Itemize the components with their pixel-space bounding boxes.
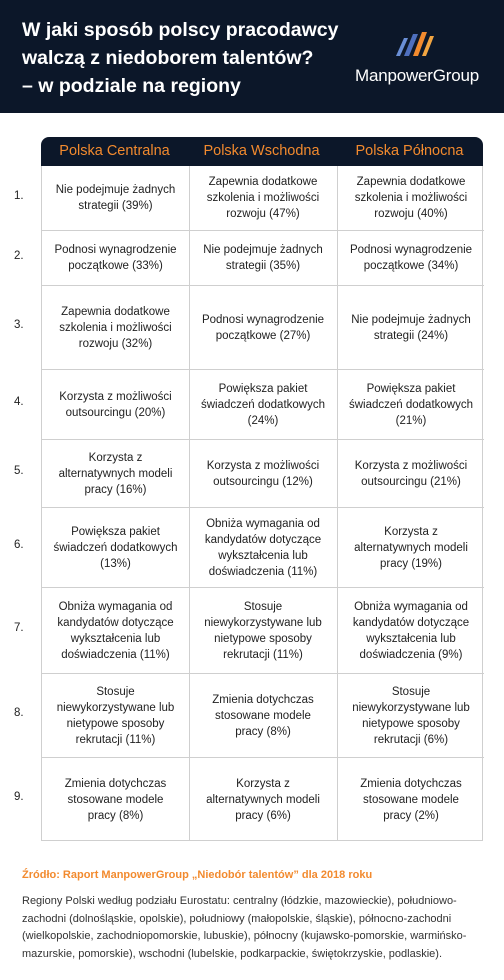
table-row (42, 439, 484, 507)
column-header-central: Polska Centralna (59, 143, 170, 159)
column-header-east: Polska Wschodna (203, 143, 320, 159)
table-cell: Nie podejmuje żadnych strategii (39%) (55, 184, 176, 212)
table-cell: Zapewnia dodatkowe szkolenia i możliwości rozwoju (32%) (59, 305, 172, 350)
table-cell: Korzysta z alternatywnych modeli pracy (6%) (189, 758, 336, 841)
table-cell: Powiększa pakiet świadczeń dodatkowych (21%) (337, 370, 484, 439)
table-cell: Stosuje niewykorzystywane lub nietypowe sposoby rekrutacji (11%) (189, 588, 336, 673)
table-cell: Powiększa pakiet świadczeń dodatkowych (24%) (189, 370, 336, 439)
table-cell: Nie podejmuje żadnych strategii (35%) (189, 231, 336, 285)
logo-stripes-icon (394, 30, 438, 60)
header-banner (0, 0, 504, 113)
table-cell: Stosuje niewykorzystywane lub nietypowe sposoby rekrutacji (6%) (337, 674, 484, 757)
table-row (42, 369, 484, 439)
table-cell: Zmienia dotychczas stosowane modele pracy (8%) (64, 777, 167, 822)
table-cell: Zmienia dotychczas stosowane modele pracy (8%) (189, 674, 336, 757)
regions-footnote: Regiony Polski według podziału Eurostatu: centralny (łódzkie, mazowieckie), południowo-zachodni (dolnośląskie, opolskie), południowy (małopolskie, śląskie), północno-zachodni (wielkopolskie, zachodniopomorskie, lubuskie), północny (kujawsko-pomorskie, warmińsko-mazurskie, pomorskie), wschodni (lubelskie, podkarpackie, świętokrzyskie, podlaskie). (22, 895, 467, 960)
row-number: 9. (14, 791, 24, 803)
ranking-table (41, 166, 483, 841)
logo-text: ManpowerGroup (354, 66, 480, 85)
manpowergroup-logo (342, 30, 492, 90)
row-number: 8. (14, 707, 24, 719)
table-row (42, 507, 484, 587)
row-number: 2. (14, 249, 24, 262)
row-number: 1. (14, 190, 24, 202)
table-cell: Zmienia dotychczas stosowane modele pracy (2%) (337, 758, 484, 841)
table-row (42, 166, 484, 230)
row-number: 6. (14, 539, 24, 551)
row-number: 7. (14, 622, 24, 634)
title-line-2: walczą z niedoborem talentów? (22, 47, 314, 69)
table-row (42, 757, 484, 841)
table-cell: Korzysta z alternatywnych modeli pracy (19%) (337, 508, 484, 587)
column-header-north: Polska Północna (355, 143, 464, 159)
table-cell: Podnosi wynagrodzenie początkowe (33%) (54, 244, 177, 272)
table-cell: Nie podejmuje żadnych strategii (24%) (337, 286, 484, 369)
table-cell: Powiększa pakiet świadczeń dodatkowych (13%) (53, 525, 178, 570)
title-line-1: W jaki sposób polscy pracodawcy (22, 19, 339, 41)
table-cell: Podnosi wynagrodzenie początkowe (27%) (189, 286, 336, 369)
row-number: 5. (14, 465, 24, 477)
table-row (42, 587, 484, 673)
table-cell: Podnosi wynagrodzenie początkowe (34%) (337, 231, 484, 285)
table-cell: Korzysta z możliwości outsourcingu (20%) (59, 390, 172, 419)
row-number: 3. (14, 319, 24, 331)
table-cell: Zapewnia dodatkowe szkolenia i możliwości rozwoju (40%) (337, 166, 484, 230)
title-line-3: – w podziale na regiony (22, 75, 241, 97)
table-cell: Obniża wymagania od kandydatów dotyczące wykształcenia lub doświadczenia (11%) (189, 508, 336, 587)
table-cell: Zapewnia dodatkowe szkolenia i możliwości rozwoju (47%) (189, 166, 336, 230)
table-row (42, 285, 484, 369)
table-cell: Korzysta z możliwości outsourcingu (21%) (337, 440, 484, 507)
row-number: 4. (14, 396, 24, 408)
table-cell: Obniża wymagania od kandydatów dotyczące wykształcenia lub doświadczenia (11%) (57, 600, 174, 661)
table-cell: Korzysta z alternatywnych modeli pracy (16%) (58, 451, 173, 496)
table-header (41, 137, 483, 166)
table-cell: Korzysta z możliwości outsourcingu (12%) (189, 440, 336, 507)
source-note: Źródło: Raport ManpowerGroup „Niedobór talentów” dla 2018 roku (22, 869, 373, 881)
table-cell: Obniża wymagania od kandydatów dotyczące wykształcenia lub doświadczenia (9%) (337, 588, 484, 673)
table-row (42, 673, 484, 757)
page-title (22, 16, 342, 100)
table-row (42, 230, 484, 285)
table-cell: Stosuje niewykorzystywane lub nietypowe sposoby rekrutacji (11%) (56, 685, 175, 746)
